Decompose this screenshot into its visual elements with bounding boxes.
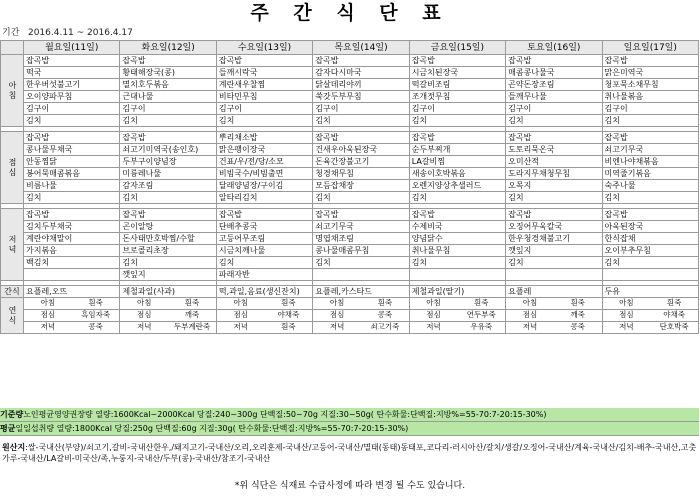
menu-cell: 새송이호박볶음 xyxy=(409,168,505,180)
porridge-row xyxy=(1,298,699,310)
standard-text: 일일섭취량 열량:1800Kcal 당질:250g 단백질:60g 지질:30g( 탄수화물:단백질:지방%=55-70:7-20:15-30%) xyxy=(15,424,409,433)
origin-info: 원산지:쌀-국내산(부양)/쇠고기,갈비-국내산한우,/돼지고기-국내산/오리,오리훈제-국내산/고등어-국내산/멸태(동태)동태포,코다리-러시아산/갈치/생갈/오징어-국내산/계육-국내산/김치-배추-국내산,고춧가루-국내산/LA갈비-미국산/족,누룽지-국내산/두부(콩)-국내산/참조기-국내산 xyxy=(2,443,697,463)
menu-cell: 명엽채조림 xyxy=(313,233,409,245)
porridge-dish: 흰죽 xyxy=(377,298,393,307)
menu-cell: 잡곡밥 xyxy=(120,132,216,144)
menu-cell: 한우청경채불고기 xyxy=(506,233,602,245)
menu-cell: 계란새우찰찜 xyxy=(216,79,312,91)
menu-cell: 수제비국 xyxy=(409,221,505,233)
porridge-meal: 점심 xyxy=(40,310,56,319)
porridge-cell xyxy=(24,298,120,310)
menu-cell: 오미산적 xyxy=(506,156,602,168)
porridge-dish: 흰죽 xyxy=(281,322,296,331)
menu-cell: 시금치깨나물 xyxy=(216,245,312,257)
porridge-meal: 저녁 xyxy=(522,322,538,331)
menu-cell: 오렌지양상추샐러드 xyxy=(409,180,505,192)
porridge-cell xyxy=(120,322,216,334)
porridge-dish: 우유죽 xyxy=(470,322,493,331)
day-header: 수요일(13일) xyxy=(216,41,312,55)
menu-cell: 알타리김치 xyxy=(216,192,312,204)
menu-cell: 취나물무침 xyxy=(409,245,505,257)
porridge-cell xyxy=(120,298,216,310)
menu-cell: 김치 xyxy=(120,115,216,127)
porridge-meal: 아침 xyxy=(329,298,345,307)
porridge-meal: 아침 xyxy=(619,298,634,307)
porridge-dish: 야채죽 xyxy=(277,310,300,319)
porridge-dish: 흰죽 xyxy=(281,298,296,307)
menu-cell: 맑은팽이장국 xyxy=(216,144,312,156)
page-title: 주 간 식 단 표 xyxy=(250,2,450,24)
menu-cell: 김치 xyxy=(313,257,409,269)
table-row xyxy=(1,144,699,156)
menu-cell: 잡곡밥 xyxy=(506,132,602,144)
porridge-meal: 아침 xyxy=(40,298,56,307)
porridge-pair xyxy=(603,322,698,333)
porridge-dish: 콩죽 xyxy=(570,322,585,331)
porridge-cell xyxy=(24,322,120,334)
porridge-pair xyxy=(410,298,505,309)
meal-label: 저녁 xyxy=(1,209,24,281)
table-row xyxy=(1,257,699,269)
menu-cell: 닭살데리야끼 xyxy=(313,79,409,91)
standard-row-average xyxy=(0,422,699,436)
porridge-meal: 점심 xyxy=(329,310,345,319)
porridge-cell xyxy=(313,298,409,310)
table-row xyxy=(1,192,699,204)
menu-cell: 잡곡밥 xyxy=(409,132,505,144)
porridge-dish: 깨죽 xyxy=(184,310,200,319)
porridge-dish: 흰죽 xyxy=(88,298,103,307)
porridge-meal: 아침 xyxy=(426,298,441,307)
menu-cell: 김구이 xyxy=(120,103,216,115)
menu-cell: 두부구이양념장 xyxy=(120,156,216,168)
table-row xyxy=(1,269,699,281)
header-corner xyxy=(1,41,24,55)
menu-cell: 한우버섯불고기 xyxy=(24,79,120,91)
menu-cell: 잡곡밥 xyxy=(313,132,409,144)
standard-label: 기준량 xyxy=(0,410,24,419)
porridge-cell xyxy=(409,298,505,310)
day-header-row xyxy=(1,41,699,55)
menu-cell: 달래양념장/구이김 xyxy=(216,180,312,192)
menu-cell: 김치 xyxy=(120,257,216,269)
menu-cell: 잡곡밥 xyxy=(313,55,409,67)
menu-cell: 청포묵소채무침 xyxy=(602,79,698,91)
porridge-dish: 흰죽 xyxy=(570,298,585,307)
menu-cell: 김치 xyxy=(409,192,505,204)
menu-cell: 잡곡밥 xyxy=(216,55,312,67)
porridge-pair xyxy=(410,322,505,333)
change-notice: *위 식단은 식재료 수급사정에 따라 변경 될 수도 있습니다. xyxy=(234,481,466,491)
menu-cell: 들깨시락국 xyxy=(216,67,312,79)
menu-cell xyxy=(409,269,505,281)
porridge-dish: 흑임자죽 xyxy=(81,310,111,319)
menu-cell: 김구이 xyxy=(216,103,312,115)
menu-cell: 근대나물 xyxy=(120,91,216,103)
menu-cell: 감자조림 xyxy=(120,180,216,192)
menu-cell: 모듬잡채장 xyxy=(313,180,409,192)
menu-cell: 김치 xyxy=(602,257,698,269)
menu-cell xyxy=(602,269,698,281)
menu-cell: 비름나물 xyxy=(24,180,120,192)
menu-cell: 도라지무채청무침 xyxy=(506,168,602,180)
porridge-pair xyxy=(24,322,119,333)
porridge-pair xyxy=(410,310,505,321)
day-header: 화요일(12일) xyxy=(120,41,216,55)
porridge-meal: 저녁 xyxy=(40,322,56,331)
menu-cell: 비타민무침 xyxy=(216,91,312,103)
porridge-row xyxy=(1,310,699,322)
menu-cell: 맑은미역국 xyxy=(602,67,698,79)
day-header: 월요일(11일) xyxy=(24,41,120,55)
menu-cell: 매콤콩나물국 xyxy=(506,67,602,79)
porridge-meal: 점심 xyxy=(619,310,634,319)
menu-cell: 청경채무침 xyxy=(313,168,409,180)
meal-label: 아침 xyxy=(1,55,24,127)
porridge-pair xyxy=(603,298,698,309)
menu-cell: 돈육간장불고기 xyxy=(313,156,409,168)
menu-cell: 떡갈비조림 xyxy=(409,79,505,91)
menu-cell: 잡곡밥 xyxy=(506,209,602,221)
menu-cell: 감자다시마국 xyxy=(313,67,409,79)
menu-cell: 김치 xyxy=(506,115,602,127)
menu-cell: 비엔나야채볶음 xyxy=(602,156,698,168)
porridge-dish: 콩죽 xyxy=(377,310,393,319)
menu-cell: 파래자반 xyxy=(216,269,312,281)
menu-cell: 단배추콩국 xyxy=(216,221,312,233)
menu-cell: 김치 xyxy=(602,192,698,204)
menu-cell: 아욱된장국 xyxy=(602,221,698,233)
menu-cell: 곤약돈장조림 xyxy=(506,79,602,91)
porridge-meal: 저녁 xyxy=(233,322,248,331)
table-row xyxy=(1,233,699,245)
menu-cell: 쇠고기무국 xyxy=(602,144,698,156)
menu-cell: 김치 xyxy=(24,115,120,127)
menu-cell: 미역줄기볶음 xyxy=(602,168,698,180)
porridge-cell xyxy=(409,322,505,334)
porridge-dish: 두부계란죽 xyxy=(173,322,211,331)
standard-row-recommended xyxy=(0,408,699,422)
porridge-cell xyxy=(313,322,409,334)
table-row xyxy=(1,132,699,144)
porridge-meal: 점심 xyxy=(137,310,152,319)
porridge-pair xyxy=(120,298,215,309)
menu-cell: 조개젓무침 xyxy=(409,91,505,103)
menu-cell: 쇠고기무국 xyxy=(313,221,409,233)
origin-label: 원산지 xyxy=(2,443,26,452)
menu-cell xyxy=(506,269,602,281)
porridge-meal: 저녁 xyxy=(137,322,152,331)
menu-cell: 김구이 xyxy=(24,103,120,115)
porridge-cell xyxy=(506,310,602,322)
meal-label: 점심 xyxy=(1,132,24,204)
menu-cell: 도토리묵온국 xyxy=(506,144,602,156)
menu-cell: LA갈비찜 xyxy=(409,156,505,168)
porridge-pair xyxy=(217,298,312,309)
menu-cell: 김치 xyxy=(120,192,216,204)
menu-cell: 뿌리채소밥 xyxy=(216,132,312,144)
menu-cell: 잡곡밥 xyxy=(602,132,698,144)
menu-cell: 잡곡밥 xyxy=(120,209,216,221)
porridge-dish: 흰죽 xyxy=(184,298,200,307)
porridge-cell xyxy=(216,298,312,310)
menu-cell: 잡곡밥 xyxy=(409,209,505,221)
table-row xyxy=(1,55,699,67)
table-row xyxy=(1,115,699,127)
menu-cell: 김치 xyxy=(216,115,312,127)
porridge-dish: 흰죽 xyxy=(666,298,682,307)
porridge-cell xyxy=(506,298,602,310)
porridge-pair xyxy=(24,298,119,309)
table-row xyxy=(1,168,699,180)
snack-cell: 제철과일(딸기) xyxy=(409,286,505,298)
day-header: 일요일(17일) xyxy=(602,41,698,55)
menu-cell: 시금치된장국 xyxy=(409,67,505,79)
table-row xyxy=(1,67,699,79)
menu-cell: 김치 xyxy=(602,115,698,127)
menu-cell: 브로콜리초장 xyxy=(120,245,216,257)
menu-cell: 잡곡밥 xyxy=(24,132,120,144)
porridge-meal: 저녁 xyxy=(426,322,441,331)
day-header: 목요일(14일) xyxy=(313,41,409,55)
menu-cell: 안동찜닭 xyxy=(24,156,120,168)
table-row xyxy=(1,91,699,103)
porridge-pair xyxy=(313,310,408,321)
porridge-label: 연식 xyxy=(1,298,24,334)
porridge-dish: 연두부죽 xyxy=(466,310,496,319)
menu-cell: 떡국 xyxy=(24,67,120,79)
menu-cell: 콩나물매콤무침 xyxy=(313,245,409,257)
menu-cell: 쑥갓두부무침 xyxy=(313,91,409,103)
porridge-dish: 야채죽 xyxy=(663,310,685,319)
origin-text: 쌀-국내산(부양)/쇠고기,갈비-국내산한우,/돼지고기-국내산/오리,오리훈제-국내산/고등어-국내산/멸태(동태)동태포,코다리-러시아산/갈치/생갈/오징어-국내산/계육-국내산/김치-배추-국내산,고춧가루-국내산/LA갈비-미국산/족,누룽지-국내산/두부(콩)-국내산/참조기-국내산 xyxy=(2,443,697,463)
porridge-cell xyxy=(313,310,409,322)
porridge-dish: 콩죽 xyxy=(88,322,103,331)
menu-cell: 김구이 xyxy=(313,103,409,115)
menu-cell: 잡곡밥 xyxy=(602,55,698,67)
porridge-pair xyxy=(506,310,601,321)
snack-cell: 두유 xyxy=(602,286,698,298)
menu-cell: 비빔국수/비빔출면 xyxy=(216,168,312,180)
snack-label: 간식 xyxy=(1,286,24,298)
menu-cell xyxy=(24,269,120,281)
snack-cell: 요플레,오뜨 xyxy=(24,286,120,298)
menu-cell: 오이부추무침 xyxy=(602,245,698,257)
table-row xyxy=(1,209,699,221)
menu-cell: 고등어무조림 xyxy=(216,233,312,245)
porridge-pair xyxy=(603,310,698,321)
menu-cell: 잡곡밥 xyxy=(216,209,312,221)
porridge-pair xyxy=(313,322,408,333)
menu-cell: 김치 xyxy=(313,115,409,127)
menu-cell: 김구이 xyxy=(602,103,698,115)
menu-cell: 가지볶음 xyxy=(24,245,120,257)
menu-cell: 백김치 xyxy=(24,257,120,269)
porridge-pair xyxy=(506,298,601,309)
menu-cell xyxy=(313,269,409,281)
table-row xyxy=(1,180,699,192)
porridge-pair xyxy=(217,310,312,321)
meal-body xyxy=(1,55,699,334)
porridge-pair xyxy=(313,298,408,309)
porridge-dish: 쇠고기죽 xyxy=(370,322,400,331)
snack-row xyxy=(1,286,699,298)
menu-cell: 김치 xyxy=(313,192,409,204)
menu-cell: 곤이알탕 xyxy=(120,221,216,233)
period-label: 기간 2016.4.11 ~ 2016.4.17 xyxy=(2,28,133,38)
menu-cell: 잡곡밥 xyxy=(313,209,409,221)
menu-cell: 멸치호두볶음 xyxy=(120,79,216,91)
menu-table xyxy=(0,40,699,334)
menu-cell: 깻잎지 xyxy=(506,245,602,257)
porridge-pair xyxy=(120,310,215,321)
porridge-dish: 흰죽 xyxy=(474,298,489,307)
porridge-pair xyxy=(24,310,119,321)
menu-cell: 숙주나물 xyxy=(602,180,698,192)
menu-cell: 미륭레나물 xyxy=(120,168,216,180)
menu-cell: 쇠고기미역국(송인호) xyxy=(120,144,216,156)
menu-cell: 잡곡밥 xyxy=(409,55,505,67)
porridge-cell xyxy=(506,322,602,334)
porridge-cell xyxy=(120,310,216,322)
porridge-cell xyxy=(602,310,698,322)
standard-label: 평균 xyxy=(0,424,16,433)
porridge-pair xyxy=(120,322,215,333)
menu-cell: 봉어묵매콤볶음 xyxy=(24,168,120,180)
menu-cell: 들깨무나물 xyxy=(506,91,602,103)
snack-cell: 제철과일(사과) xyxy=(120,286,216,298)
menu-cell: 김치 xyxy=(506,192,602,204)
porridge-meal: 저녁 xyxy=(619,322,634,331)
table-row xyxy=(1,79,699,91)
porridge-meal: 아침 xyxy=(137,298,152,307)
menu-cell: 오징어무욱칼국 xyxy=(506,221,602,233)
porridge-meal: 저녁 xyxy=(329,322,345,331)
menu-cell: 잡곡밥 xyxy=(602,209,698,221)
menu-cell: 돈사태만호박찜/수할 xyxy=(120,233,216,245)
porridge-cell xyxy=(24,310,120,322)
table-row xyxy=(1,103,699,115)
menu-cell: 취나물볶음 xyxy=(602,91,698,103)
porridge-dish: 깨죽 xyxy=(570,310,585,319)
menu-cell: 잡곡밥 xyxy=(506,55,602,67)
table-row xyxy=(1,156,699,168)
menu-cell: 김치 xyxy=(409,115,505,127)
menu-cell: 건새우아욱된장국 xyxy=(313,144,409,156)
porridge-row xyxy=(1,322,699,334)
porridge-dish: 단호박죽 xyxy=(659,322,689,331)
menu-cell: 순두부찌개 xyxy=(409,144,505,156)
menu-cell: 오목지 xyxy=(506,180,602,192)
table-row xyxy=(1,245,699,257)
porridge-pair xyxy=(217,322,312,333)
snack-cell: 떡,과일,음료(생신잔치) xyxy=(216,286,312,298)
menu-cell: 건표/우/전/당/소모 xyxy=(216,156,312,168)
standard-text: 노인평균영양권장량 열량:1600Kcal~2000Kcal 당질:240~300g 단백질:50~70g 지질:30~50g( 탄수화물:단백질:지방%=55-70:7-20:15-30%) xyxy=(23,410,547,419)
menu-cell: 김치두부채국 xyxy=(24,221,120,233)
menu-cell: 황태해장국(콩) xyxy=(120,67,216,79)
porridge-cell xyxy=(602,298,698,310)
menu-cell: 깻잎지 xyxy=(120,269,216,281)
menu-cell: 양념닭수 xyxy=(409,233,505,245)
snack-cell: 요플레,카스타드 xyxy=(313,286,409,298)
menu-cell: 김치 xyxy=(216,257,312,269)
porridge-meal: 점심 xyxy=(233,310,248,319)
snack-cell: 요플레 xyxy=(506,286,602,298)
menu-cell: 김치 xyxy=(409,257,505,269)
porridge-meal: 점심 xyxy=(522,310,538,319)
menu-cell: 계란야채말이 xyxy=(24,233,120,245)
day-header: 금요일(15일) xyxy=(409,41,505,55)
menu-cell: 김구이 xyxy=(409,103,505,115)
menu-cell: 콩나물무채국 xyxy=(24,144,120,156)
porridge-pair xyxy=(506,322,601,333)
day-header: 토요일(16일) xyxy=(506,41,602,55)
porridge-meal: 아침 xyxy=(522,298,538,307)
menu-cell: 잡곡밥 xyxy=(120,55,216,67)
menu-cell: 김구이 xyxy=(506,103,602,115)
porridge-cell xyxy=(216,310,312,322)
menu-cell: 오이양파무침 xyxy=(24,91,120,103)
porridge-cell xyxy=(216,322,312,334)
menu-cell: 한식잡채 xyxy=(602,233,698,245)
menu-cell: 김치 xyxy=(24,192,120,204)
porridge-meal: 아침 xyxy=(233,298,248,307)
porridge-cell xyxy=(602,322,698,334)
porridge-meal: 점심 xyxy=(426,310,441,319)
menu-cell: 김치 xyxy=(506,257,602,269)
table-row xyxy=(1,221,699,233)
porridge-cell xyxy=(409,310,505,322)
menu-cell: 잡곡밥 xyxy=(24,55,120,67)
menu-cell: 잡곡밥 xyxy=(24,209,120,221)
